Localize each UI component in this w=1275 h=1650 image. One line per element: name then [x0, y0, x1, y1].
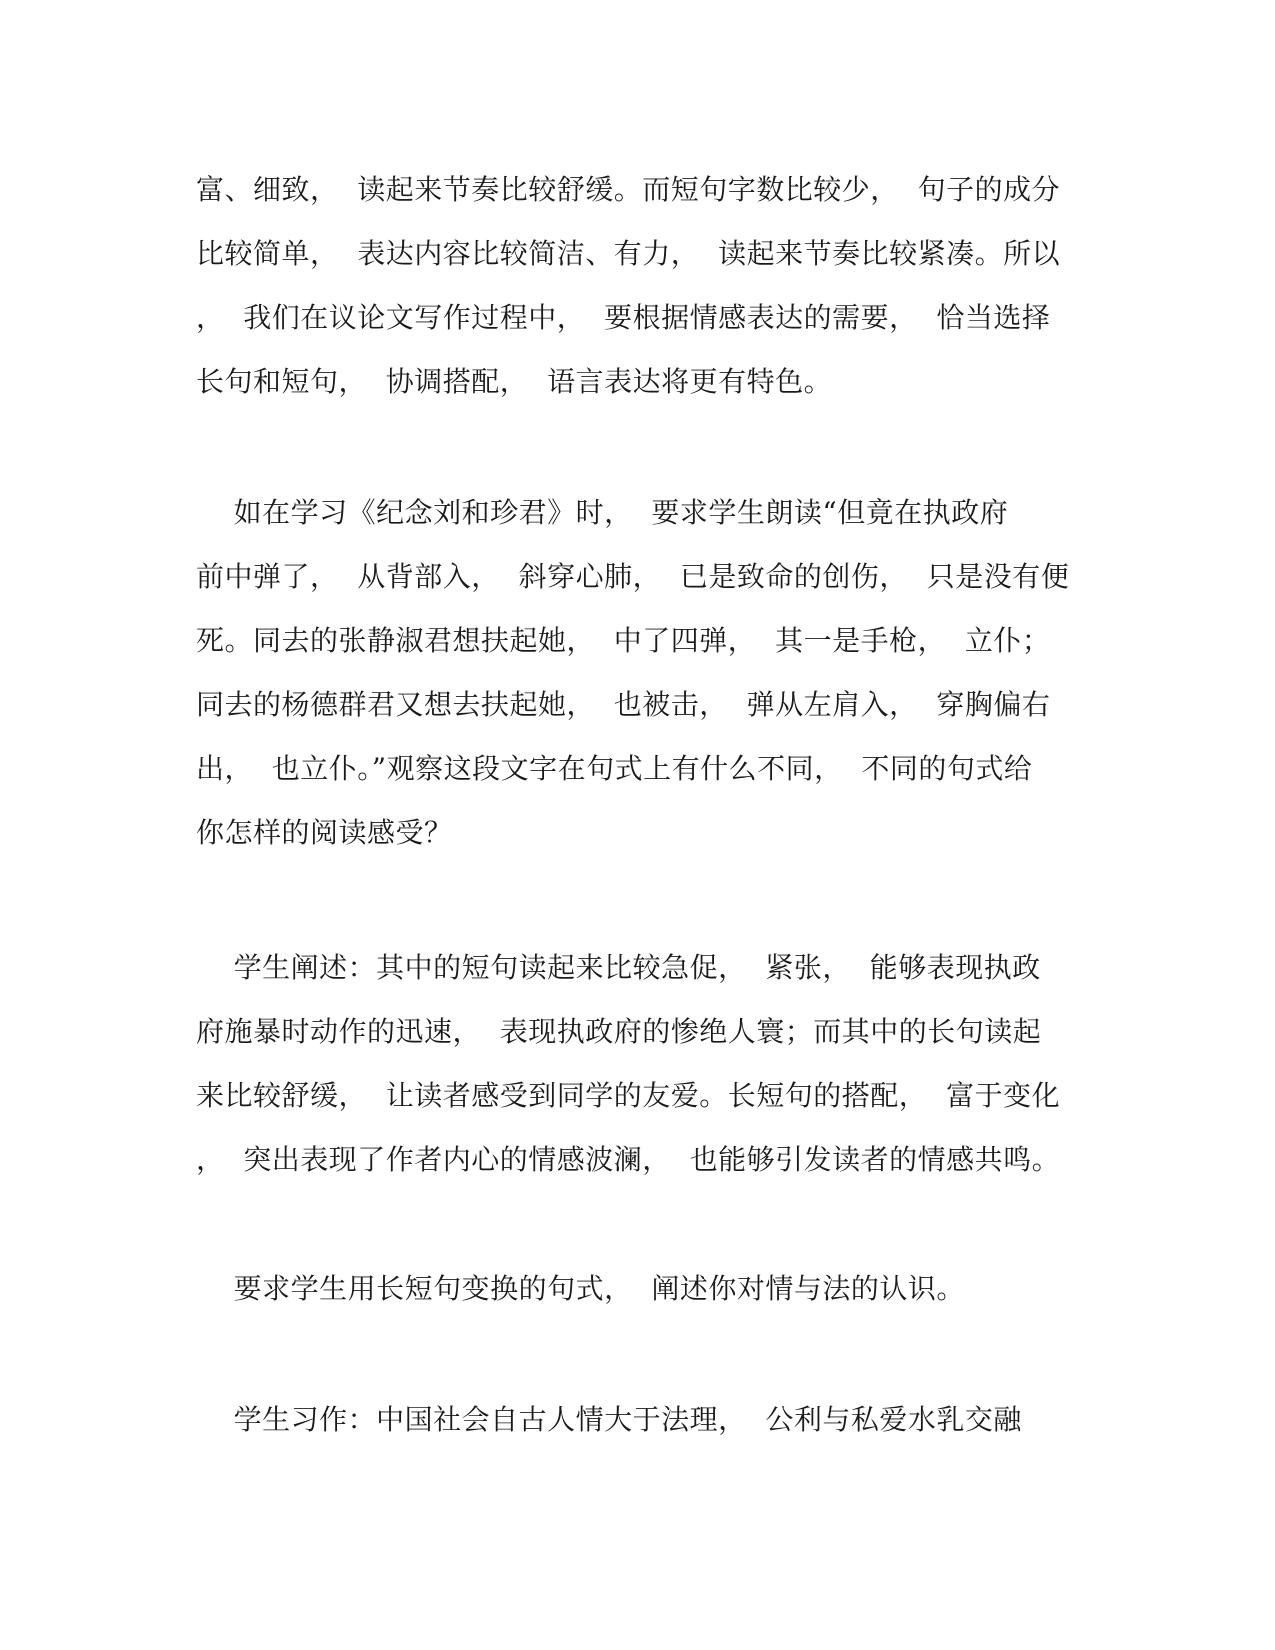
text-line: ， 我们在议论文写作过程中， 要根据情感表达的需要， 恰当选择	[196, 301, 1051, 334]
text-line: 来比较舒缓， 让读者感受到同学的友爱。长短句的搭配， 富于变化	[196, 1079, 1061, 1112]
text-line: 学生阐述：其中的短句读起来比较急促， 紧张， 能够表现执政	[196, 951, 1041, 984]
text-line: 前中弹了， 从背部入， 斜穿心肺， 已是致命的创伤， 只是没有便	[196, 560, 1070, 593]
paragraph-sentence-length-explanation	[196, 158, 1076, 414]
text-line: 比较简单， 表达内容比较简洁、有力， 读起来节奏比较紧凑。所以	[196, 237, 1061, 270]
paragraph-student-explanation	[196, 936, 1076, 1192]
text-line: ， 突出表现了作者内心的情感波澜， 也能够引发读者的情感共鸣。	[196, 1143, 1061, 1176]
text-line: 要求学生用长短句变换的句式， 阐述你对情与法的认识。	[196, 1272, 965, 1305]
paragraph-student-writing	[196, 1388, 1076, 1452]
text-line: 长句和短句， 协调搭配， 语言表达将更有特色。	[196, 365, 833, 398]
text-line: 富、细致， 读起来节奏比较舒缓。而短句字数比较少， 句子的成分	[196, 173, 1061, 206]
text-line: 学生习作：中国社会自古人情大于法理， 公利与私爱水乳交融	[196, 1403, 1022, 1436]
text-line: 死。同去的张静淑君想扶起她， 中了四弹， 其一是手枪， 立仆；	[196, 624, 1051, 657]
paragraph-writing-requirement	[196, 1257, 1076, 1321]
paragraph-reading-example	[196, 481, 1076, 865]
text-line: 你怎样的阅读感受？	[196, 816, 453, 849]
text-line: 如在学习《纪念刘和珍君》时， 要求学生朗读“但竟在执政府	[196, 496, 1009, 529]
text-line: 同去的杨德群君又想去扶起她， 也被击， 弹从左肩入， 穿胸偏右	[196, 688, 1051, 721]
text-line: 府施暴时动作的迅速， 表现执政府的惨绝人寰；而其中的长句读起	[196, 1015, 1042, 1048]
text-line: 出， 也立仆。”观察这段文字在句式上有什么不同， 不同的句式给	[196, 752, 1033, 785]
